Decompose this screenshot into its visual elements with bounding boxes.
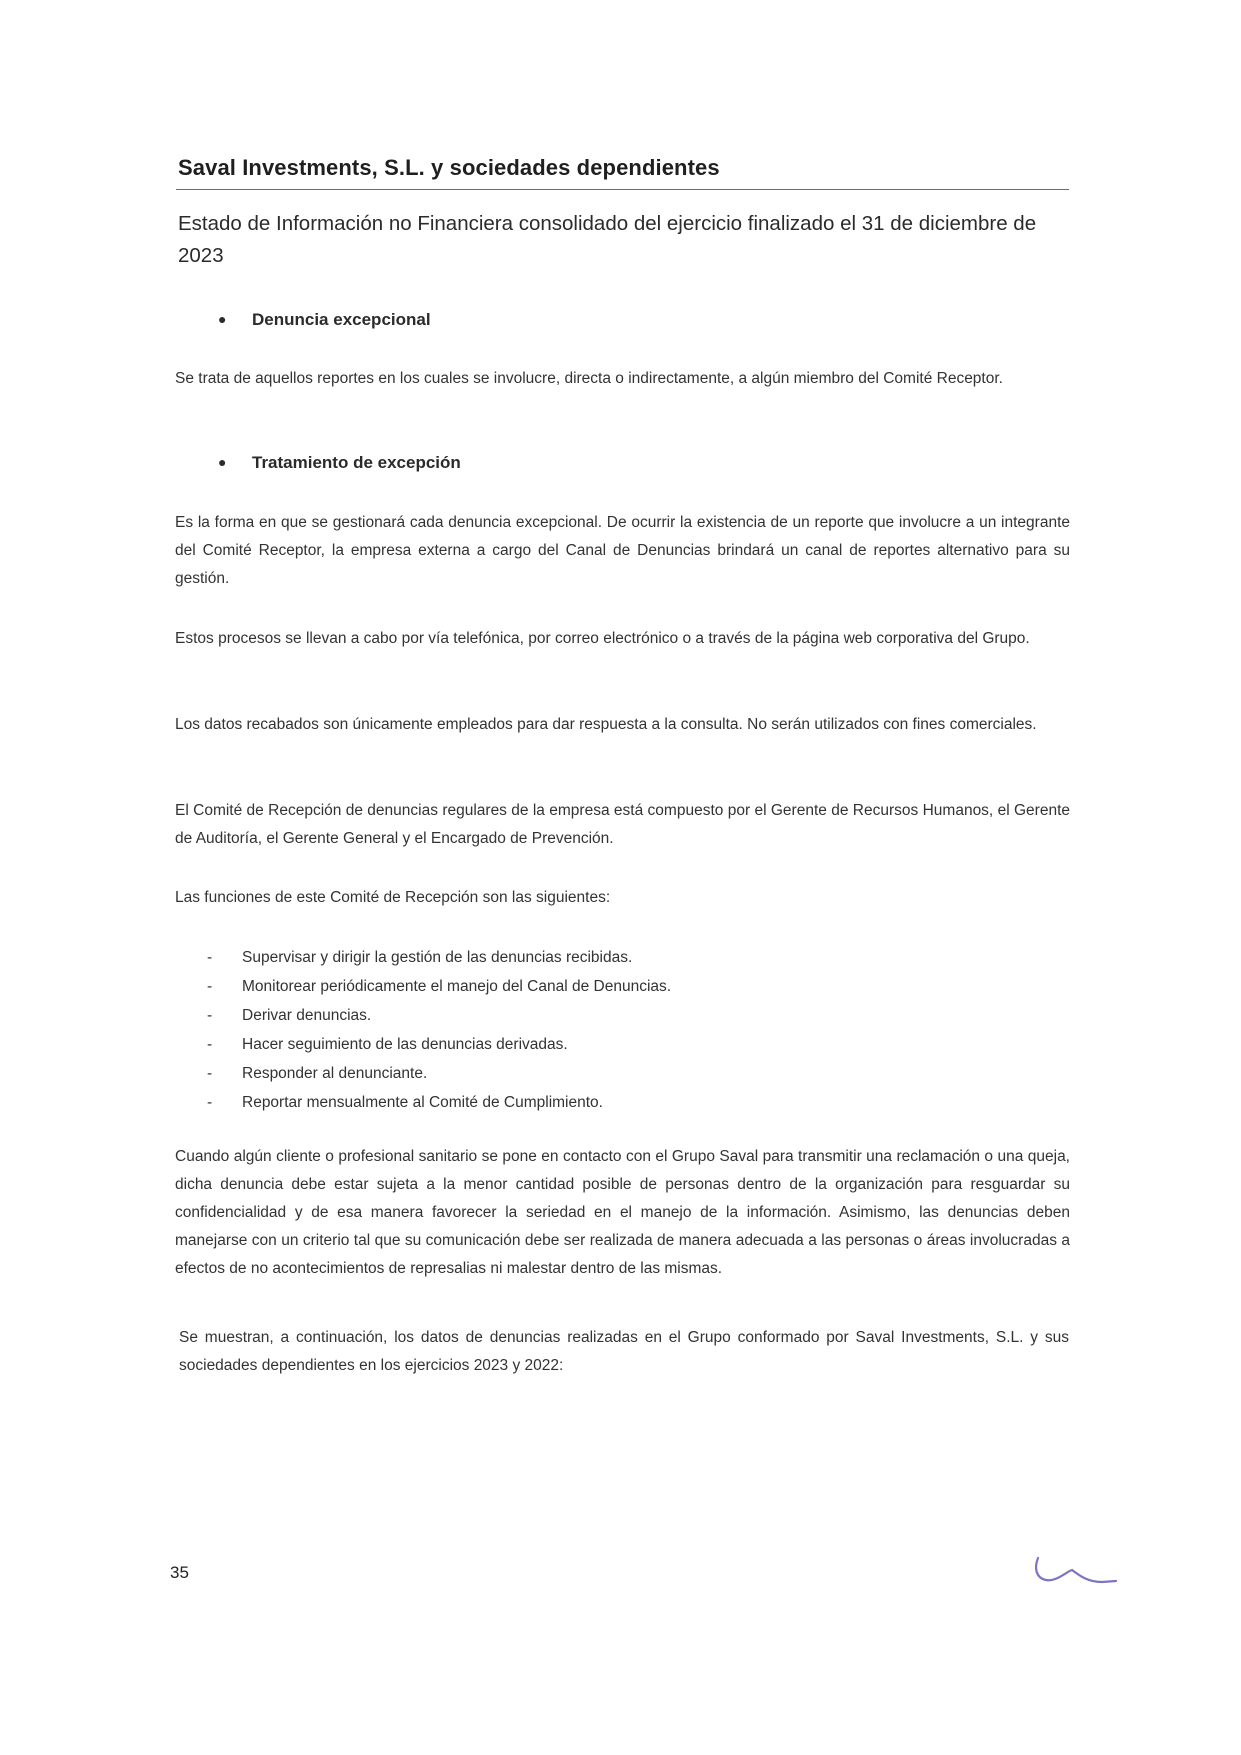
dash-icon: - xyxy=(207,1036,213,1053)
dash-icon: - xyxy=(207,1007,213,1024)
bullet-icon: ● xyxy=(218,311,227,327)
paragraph: Estos procesos se llevan a cabo por vía telefónica, por correo electrónico o a través de la página web corporativa del Grupo. xyxy=(175,630,1030,647)
functions-list xyxy=(205,943,1005,1117)
dash-icon: - xyxy=(207,1065,213,1082)
report-title: Estado de Información no Financiera consolidado del ejercicio finalizado el 31 de diciembre de 2023 xyxy=(178,212,1037,267)
section-heading-text: Denuncia excepcional xyxy=(252,310,431,329)
list-item-text: Monitorear periódicamente el manejo del Canal de Denuncias. xyxy=(242,978,672,995)
page-number: 35 xyxy=(170,1563,189,1582)
list-item-text: Derivar denuncias. xyxy=(242,1007,372,1024)
section-heading-text: Tratamiento de excepción xyxy=(252,453,461,472)
paragraph: Es la forma en que se gestionará cada denuncia excepcional. De ocurrir la existencia de un reporte que involucre a un integrante del Comité Receptor, la empresa externa a cargo del Canal de Denuncias brindará un canal de reportes alternativo para su gestión. xyxy=(175,514,1070,587)
signature-mark xyxy=(1030,1552,1120,1592)
list-item xyxy=(205,1001,1005,1030)
paragraph: Cuando algún cliente o profesional sanitario se pone en contacto con el Grupo Saval para transmitir una reclamación o una queja, dicha denuncia debe estar sujeta a la menor cantidad posible de personas dentro de la organización para resguardar su confidencialidad y de esa manera favorecer la seriedad en el manejo de la información. Asimismo, las denuncias deben manejarse con un criterio tal que su comunicación debe ser realizada de manera adecuada a las personas o áreas involucradas a efectos de no acontecimientos de represalias ni malestar dentro de las mismas. xyxy=(175,1148,1070,1277)
paragraph: Las funciones de este Comité de Recepción son las siguientes: xyxy=(175,889,611,906)
section-heading-tratamiento-excepcion xyxy=(218,453,461,473)
paragraph: Los datos recabados son únicamente empleados para dar respuesta a la consulta. No serán utilizados con fines comerciales. xyxy=(175,716,1037,733)
list-item-text: Responder al denunciante. xyxy=(242,1065,428,1082)
bullet-icon: ● xyxy=(218,454,227,470)
list-item xyxy=(205,1030,1005,1059)
section-heading-denuncia-excepcional xyxy=(218,310,431,330)
dash-icon: - xyxy=(207,1094,213,1111)
list-item xyxy=(205,1088,1005,1117)
list-item xyxy=(205,1059,1005,1088)
dash-icon: - xyxy=(207,949,213,966)
paragraph: El Comité de Recepción de denuncias regulares de la empresa está compuesto por el Gerente de Recursos Humanos, el Gerente de Auditoría, el Gerente General y el Encargado de Prevención. xyxy=(175,802,1070,847)
company-title: Saval Investments, S.L. y sociedades dependientes xyxy=(178,155,720,180)
list-item xyxy=(205,943,1005,972)
list-item-text: Reportar mensualmente al Comité de Cumplimiento. xyxy=(242,1094,603,1111)
header-rule xyxy=(176,189,1069,190)
paragraph: Se trata de aquellos reportes en los cuales se involucre, directa o indirectamente, a algún miembro del Comité Receptor. xyxy=(175,370,1003,387)
dash-icon: - xyxy=(207,978,213,995)
list-item-text: Hacer seguimiento de las denuncias derivadas. xyxy=(242,1036,568,1053)
paragraph: Se muestran, a continuación, los datos de denuncias realizadas en el Grupo conformado por Saval Investments, S.L. y sus sociedades dependientes en los ejercicios 2023 y 2022: xyxy=(179,1329,1069,1374)
list-item xyxy=(205,972,1005,1001)
list-item-text: Supervisar y dirigir la gestión de las denuncias recibidas. xyxy=(242,949,633,966)
